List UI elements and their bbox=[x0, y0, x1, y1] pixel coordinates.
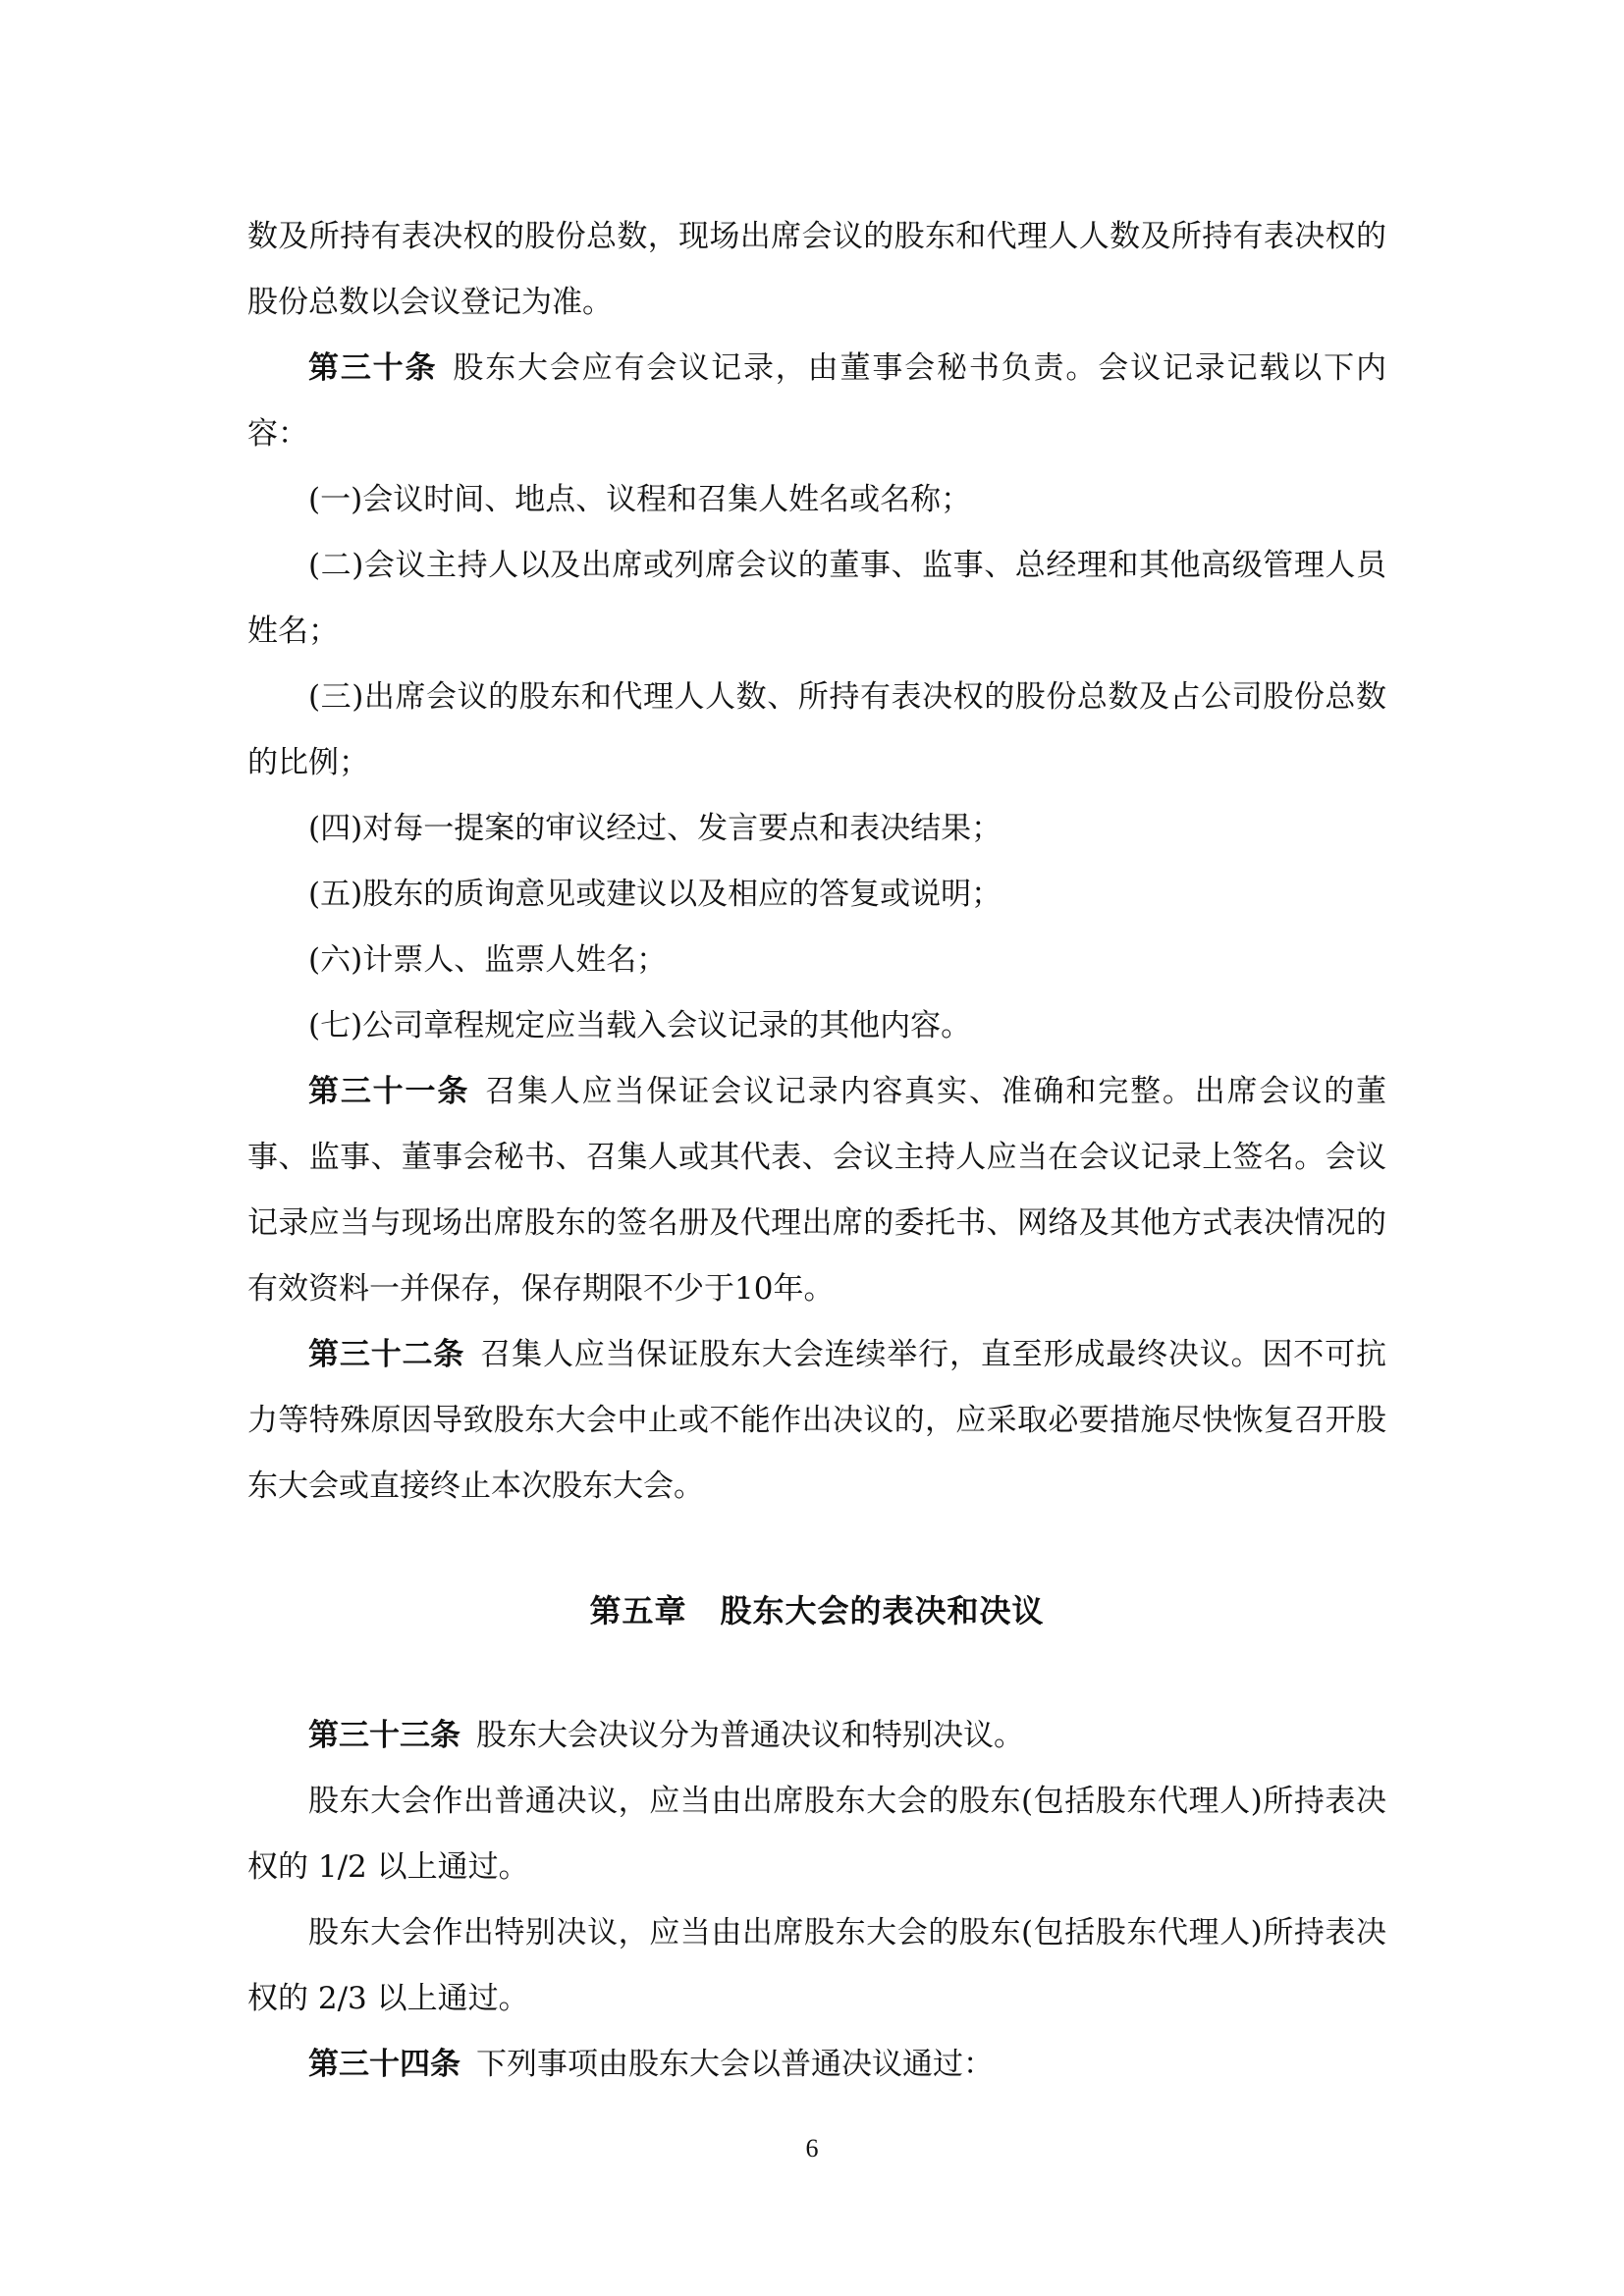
list-item: (七)公司章程规定应当载入会议记录的其他内容。 bbox=[308, 1008, 972, 1043]
list-item: (三)出席会议的股东和代理人人数、所持有表决权的股份总数及占公司股份总数的比例； bbox=[247, 679, 1386, 780]
article-33 bbox=[247, 1703, 1386, 1769]
list-item: (一)会议时间、地点、议程和召集人姓名或名称； bbox=[308, 482, 972, 517]
article-31-label: 第三十一条 bbox=[308, 1074, 470, 1109]
list-item: (五)股东的质询意见或建议以及相应的答复或说明； bbox=[308, 877, 1002, 912]
article-30 bbox=[247, 336, 1386, 467]
article-31-text: 召集人应当保证会议记录内容真实、准确和完整。出席会议的董事、监事、董事会秘书、召集人或其代表、会议主持人应当在会议记录上签名。会议记录应当与现场出席股东的签名册及代理出席的委托书、网络及其他方式表决情况的有效资料一并保存，保存期限不少于10年。 bbox=[247, 1074, 1386, 1307]
list-item: (二)会议主持人以及出席或列席会议的董事、监事、总经理和其他高级管理人员姓名； bbox=[247, 548, 1386, 649]
article-31 bbox=[247, 1059, 1386, 1322]
article-32-label: 第三十二条 bbox=[308, 1337, 465, 1372]
article-32-text: 召集人应当保证股东大会连续举行，直至形成最终决议。因不可抗力等特殊原因导致股东大会中止或不能作出决议的，应采取必要措施尽快恢复召开股东大会或直接终止本次股东大会。 bbox=[247, 1337, 1387, 1504]
article-33-paragraph-2: 股东大会作出特别决议，应当由出席股东大会的股东(包括股东代理人)所持表决权的 2/3 以上通过。 bbox=[247, 1915, 1386, 2016]
article-34-text: 下列事项由股东大会以普通决议通过： bbox=[476, 2047, 994, 2082]
page-number: 6 bbox=[805, 2134, 819, 2163]
article-34-label: 第三十四条 bbox=[308, 2047, 460, 2082]
article-33-paragraph-1: 股东大会作出普通决议，应当由出席股东大会的股东(包括股东代理人)所持表决权的 1/2 以上通过。 bbox=[247, 1784, 1386, 1885]
document-body bbox=[247, 204, 1386, 2098]
article-33-label: 第三十三条 bbox=[308, 1718, 460, 1753]
article-30-text: 股东大会应有会议记录，由董事会秘书负责。会议记录记载以下内容： bbox=[247, 350, 1386, 452]
chapter-number: 第五章 bbox=[589, 1592, 687, 1629]
article-30-label: 第三十条 bbox=[308, 350, 438, 386]
article-34 bbox=[247, 2032, 1386, 2098]
article-33-text: 股东大会决议分为普通决议和特别决议。 bbox=[476, 1718, 1024, 1753]
list-item: (六)计票人、监票人姓名； bbox=[308, 942, 668, 978]
chapter-heading bbox=[247, 1578, 1386, 1644]
continuation-paragraph: 数及所持有表决权的股份总数，现场出席会议的股东和代理人人数及所持有表决权的股份总数以会议登记为准。 bbox=[247, 219, 1386, 320]
chapter-title: 股东大会的表决和决议 bbox=[720, 1592, 1045, 1629]
article-32 bbox=[247, 1322, 1386, 1520]
list-item: (四)对每一提案的审议经过、发言要点和表决结果； bbox=[308, 811, 1002, 846]
